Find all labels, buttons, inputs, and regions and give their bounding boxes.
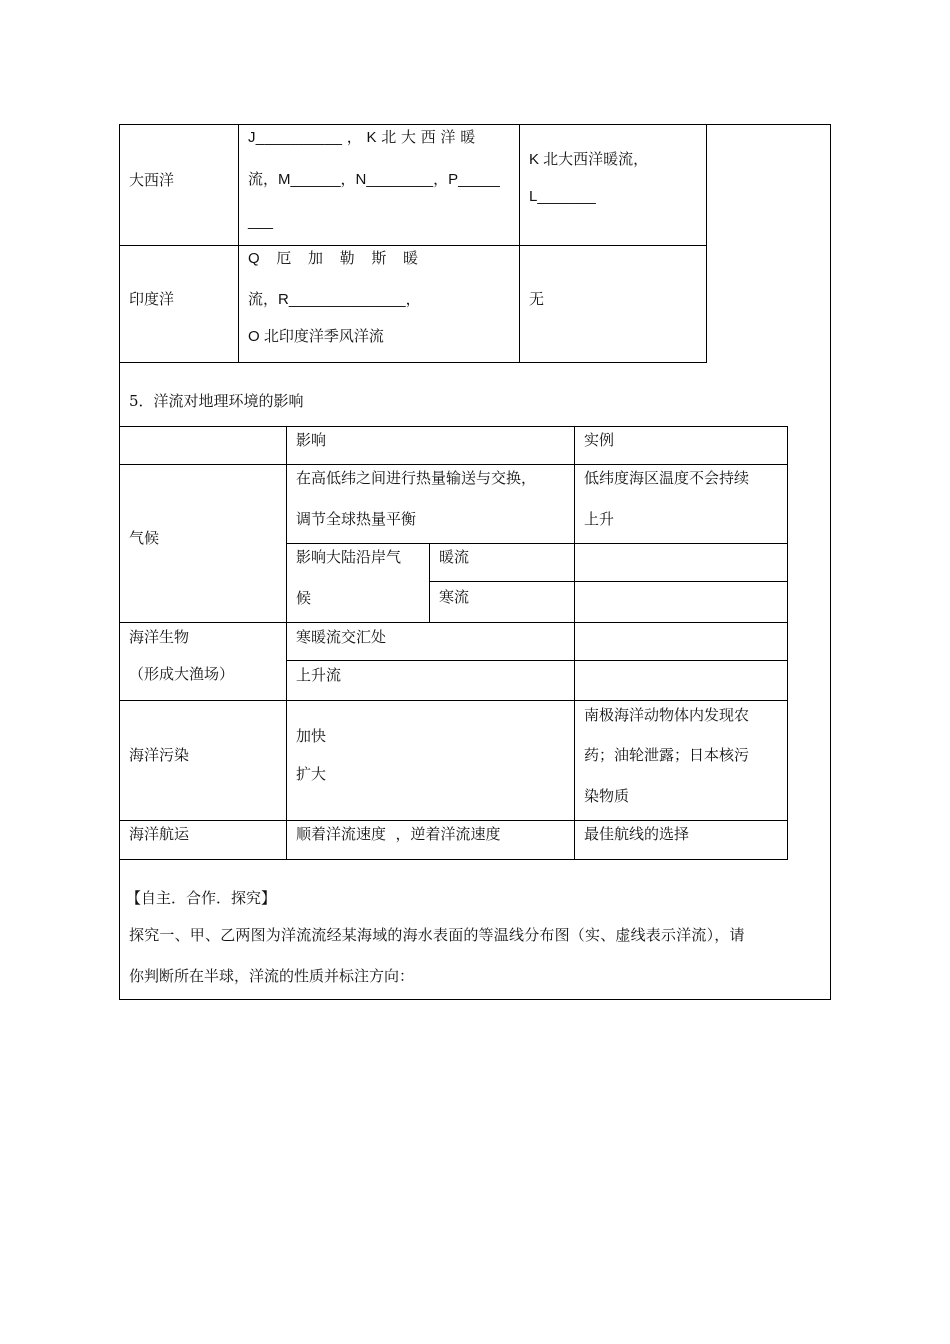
indian-warm-line1: Q 厄 加 勒 斯 暖 bbox=[248, 250, 419, 267]
table-rule bbox=[429, 543, 430, 623]
coastal-climate-line1: 影响大陆沿岸气 bbox=[296, 548, 402, 566]
table-rule bbox=[519, 124, 520, 363]
shipping-effect: 顺着洋流速度 ，逆着洋流速度 bbox=[296, 825, 501, 843]
biology-row1: 寒暖流交汇处 bbox=[296, 628, 387, 646]
biology-row2: 上升流 bbox=[296, 666, 342, 684]
row-label-pollution: 海洋污染 bbox=[129, 746, 190, 764]
pollution-effect1: 加快 bbox=[296, 727, 327, 745]
table-rule bbox=[119, 859, 788, 860]
explore-line1: 探究一、甲、乙两图为洋流流经某海域的海水表面的等温线分布图（实、虚线表示洋流），请 bbox=[129, 926, 745, 944]
shipping-example: 最佳航线的选择 bbox=[584, 825, 690, 843]
climate-example-line1: 低纬度海区温度不会持续 bbox=[584, 469, 750, 487]
explore-heading: 【自主．合作．探究】 bbox=[126, 889, 277, 907]
indian-warm-line3: O 北印度洋季风洋流 bbox=[248, 328, 384, 345]
table-rule bbox=[286, 660, 788, 661]
table-rule bbox=[119, 820, 788, 821]
atlantic-warm-line1: J__________ ， K 北 大 西 洋 暖 bbox=[248, 129, 476, 146]
climate-effect-line2: 调节全球热量平衡 bbox=[296, 510, 417, 528]
table-rule bbox=[429, 581, 788, 582]
table-rule bbox=[119, 362, 707, 363]
climate-effect-line1: 在高低纬之间进行热量输送与交换， bbox=[296, 469, 537, 487]
pollution-example-line3: 染物质 bbox=[584, 787, 630, 805]
atlantic-cold-line1: K 北大西洋暖流， bbox=[529, 151, 649, 168]
pollution-example-line1: 南极海洋动物体内发现农 bbox=[584, 706, 750, 724]
indian-warm-line2: 流，R______________， bbox=[248, 291, 421, 308]
table-rule bbox=[706, 124, 707, 363]
atlantic-cold-line2: L_______ bbox=[529, 188, 596, 205]
table-rule bbox=[119, 464, 788, 465]
table-rule bbox=[238, 124, 239, 363]
row-label-fishery: （形成大渔场） bbox=[129, 665, 235, 683]
pollution-effect2: 扩大 bbox=[296, 765, 327, 783]
table-rule bbox=[119, 245, 707, 246]
table-rule bbox=[286, 543, 788, 544]
pollution-example-line2: 药；油轮泄露；日本核污 bbox=[584, 746, 750, 764]
table-rule bbox=[119, 622, 788, 623]
cold-current-label: 寒流 bbox=[439, 588, 470, 606]
coastal-climate-line2: 候 bbox=[296, 589, 312, 607]
table-rule bbox=[787, 426, 788, 860]
section-title: 5．洋流对地理环境的影响 bbox=[129, 392, 304, 410]
table-rule bbox=[119, 700, 788, 701]
row-label-indian: 印度洋 bbox=[129, 290, 175, 308]
table-rule bbox=[574, 426, 575, 860]
page-frame bbox=[119, 124, 831, 1000]
row-label-biology: 海洋生物 bbox=[129, 628, 190, 646]
climate-example-line2: 上升 bbox=[584, 510, 615, 528]
row-label-atlantic: 大西洋 bbox=[129, 171, 175, 189]
header-example: 实例 bbox=[584, 431, 615, 449]
table-rule bbox=[119, 426, 788, 427]
atlantic-warm-line2: 流，M______，N________，P_____ bbox=[248, 171, 500, 188]
row-label-shipping: 海洋航运 bbox=[129, 825, 190, 843]
table-rule bbox=[286, 426, 287, 860]
row-label-climate: 气候 bbox=[129, 529, 160, 547]
warm-current-label: 暖流 bbox=[439, 548, 470, 566]
header-influence: 影响 bbox=[296, 431, 327, 449]
atlantic-warm-line3: ___ bbox=[248, 213, 274, 230]
explore-line2: 你判断所在半球，洋流的性质并标注方向： bbox=[129, 967, 415, 985]
indian-cold-value: 无 bbox=[529, 290, 545, 308]
